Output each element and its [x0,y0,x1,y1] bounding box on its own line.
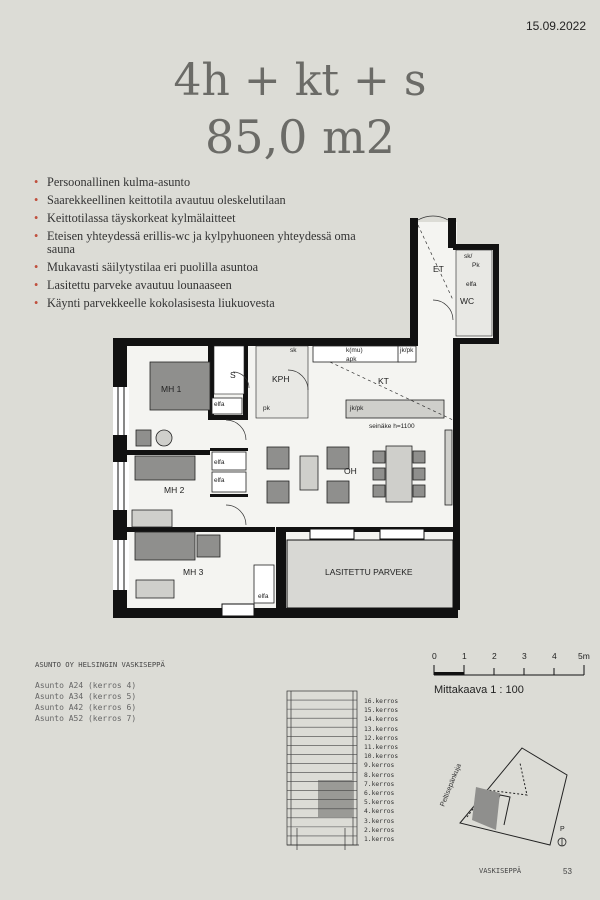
feature-item: • Saarekkeellinen keittotila avautuu oleskelutilaan [34,194,384,207]
label-elfa-3: elfa [214,477,225,484]
scale-tick-0: 0 [432,651,437,661]
label-mh2: MH 2 [164,485,185,495]
label-pk: Pk [472,262,480,269]
label-elfa-et: elfa [466,281,477,288]
feature-item: • Persoonallinen kulma-asunto [34,176,384,189]
label-jkpk-2: jk/pk [400,347,414,354]
scale-tick-1: 1 [462,651,467,661]
scale-tick-3: 3 [522,651,527,661]
floor-plan [108,192,508,622]
footer-name: VASKISEPPÄ [479,867,522,875]
label-parveke: LASITETTU PARVEKE [325,567,413,577]
label-et: ET [433,264,444,274]
floor-label: 10.kerros [364,753,399,761]
street-name: Peltisepänkuja [439,762,463,808]
floor-label: 12.kerros [364,734,399,742]
floor-label: 2.kerros [364,826,395,834]
floor-label: 15.kerros [364,707,399,715]
building-elevation [285,688,360,853]
unit-item: Asunto A52 (kerros 7) [35,714,137,723]
label-sk-pk: sk/ [464,253,473,260]
label-oh: OH [344,466,357,476]
label-mh1: MH 1 [161,384,182,394]
scale-tick-4: 4 [552,651,557,661]
label-elfa-2: elfa [214,459,225,466]
unit-item: Asunto A34 (kerros 5) [35,692,137,701]
apartment-type: 4h + kt + s [173,55,427,106]
company-name: ASUNTO OY HELSINGIN VASKISEPPÄ [35,660,165,669]
floor-label: 16.kerros [364,698,399,705]
floor-label: 3.kerros [364,817,395,825]
label-kph: KPH [272,374,290,384]
label-pk2: pk [263,405,270,412]
floor-list [364,697,398,844]
label-kmu: k(mu) [346,347,363,354]
unit-item: Asunto A42 (kerros 6) [35,703,137,712]
label-elfa-1: elfa [214,401,225,408]
feature-item: • Mukavasti säilytystilaa eri puolilla asuntoa [34,261,384,274]
label-s: S [230,370,236,380]
label-mh3: MH 3 [183,567,204,577]
floor-label: 11.kerros [364,744,399,752]
floor-label: 6.kerros [364,790,395,798]
north-label: P [560,826,565,833]
label-apk: apk [346,356,357,363]
floor-label: 5.kerros [364,799,395,807]
label-kt: KT [378,376,389,386]
scale-bar [428,648,588,684]
scale-label: Mittakaava 1 : 100 [434,684,524,696]
label-sk: sk [290,347,297,354]
floor-label: 1.kerros [364,836,395,844]
feature-item: • Keittotilassa täyskorkeat kylmälaitteet [34,212,384,225]
feature-item: • Lasitettu parveke avautuu lounaaseen [34,279,384,292]
floor-label: 14.kerros [364,716,399,724]
unit-item: Asunto A24 (kerros 4) [35,681,137,690]
unit-list [35,680,136,724]
feature-item: • Eteisen yhteydessä erillis-wc ja kylpyhuoneen yhteydessä oma sauna [34,230,384,256]
page-number: 53 [563,867,572,876]
scale-tick-2: 2 [492,651,497,661]
apartment-area: 85,0 m2 [205,110,395,164]
date: 15.09.2022 [525,19,586,33]
label-elfa-4: elfa [258,593,269,600]
site-plan [432,735,572,865]
label-jkpk-1: jk/pk [350,405,364,412]
floor-label: 9.kerros [364,762,395,770]
label-wc: WC [460,296,475,306]
scale-tick-5: 5m [578,651,590,661]
floor-label: 8.kerros [364,771,395,779]
floor-label: 7.kerros [364,780,395,788]
label-seinake: seinäke h=1100 [369,423,415,430]
floor-label: 4.kerros [364,808,395,816]
feature-item: • Käynti parvekkeelle kokolasisesta liukuovesta [34,297,384,310]
floor-label: 13.kerros [364,725,399,733]
